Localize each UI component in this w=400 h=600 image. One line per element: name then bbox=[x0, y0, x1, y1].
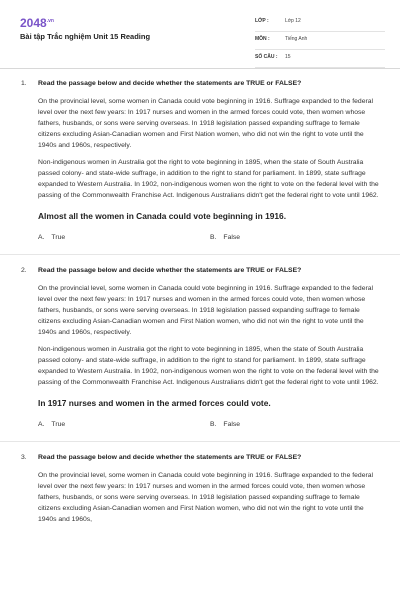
question-list bbox=[0, 80, 400, 531]
site-logo[interactable] bbox=[20, 16, 54, 30]
logo-suffix: .vn bbox=[46, 18, 54, 24]
meta-row-subject bbox=[255, 32, 385, 50]
option-key: B. bbox=[210, 421, 217, 428]
option-text: False bbox=[223, 234, 241, 241]
meta-value: Tiếng Anh bbox=[285, 36, 308, 42]
question-statement: In 1917 nurses and women in the armed forces could vote. bbox=[38, 398, 271, 408]
question-divider bbox=[0, 254, 400, 255]
question-instruction: Read the passage below and decide whether the statements are TRUE or FALSE? bbox=[38, 267, 302, 274]
answer-options bbox=[38, 232, 400, 254]
passage-paragraph: On the provincial level, some women in Canada could vote beginning in 1916. Suffrage expanded to the federal level over the next few years: In 1917 nurses and women in the armed forces could vote, then women whose fathers, husbands, or sons were serving overseas. In 1918 legislation passed expanding suffrage to female citizens excluding Asian-Canadian women and First Nation women, who did not win the right to vote until the 1940s and 1960s, respectively. bbox=[38, 98, 374, 149]
question-header bbox=[0, 454, 400, 470]
header-divider bbox=[0, 68, 400, 69]
option-text: True bbox=[51, 421, 66, 428]
question-number: 1. bbox=[21, 80, 27, 87]
question-header bbox=[0, 267, 400, 283]
logo-text: 2048 bbox=[20, 16, 47, 30]
passage-paragraph: Non-indigenous women in Australia got the right to vote beginning in 1895, when the state of South Australia passed colony- and state-wide suffrage, in addition to the right to stand for parliament. In 1899, state suffrage expanded to Western Australia. In 1902, non-indigenous women won the right to vote on the federal level with the passing of the Commonwealth Franchise Act. Indigenous Australians didn't get the federal right to vote until 1962. bbox=[38, 346, 379, 386]
question-instruction: Read the passage below and decide whether the statements are TRUE or FALSE? bbox=[38, 80, 302, 87]
passage-paragraph: On the provincial level, some women in Canada could vote beginning in 1916. Suffrage expanded to the federal level over the next few years: In 1917 nurses and women in the armed forces could vote, then women whose fathers, husbands, or sons were serving overseas. In 1918 legislation passed expanding suffrage to female citizens excluding Asian-Canadian women and First Nation women, who did not win the right to vote until the 1940s and 1960s, bbox=[38, 472, 374, 523]
page-title: Bài tập Trắc nghiệm Unit 15 Reading bbox=[20, 32, 151, 41]
passage-paragraph: On the provincial level, some women in Canada could vote beginning in 1916. Suffrage expanded to the federal level over the next few years: In 1917 nurses and women in the armed forces could vote, then women whose fathers, husbands, or sons were serving overseas. In 1918 legislation passed expanding suffrage to female citizens excluding Asian-Canadian women and First Nation women, who did not win the right to vote until the 1940s and 1960s, respectively. bbox=[38, 285, 374, 336]
option-false[interactable] bbox=[210, 234, 240, 241]
meta-label: LỚP : bbox=[255, 18, 269, 24]
option-true[interactable] bbox=[38, 234, 65, 241]
meta-value: Lớp 12 bbox=[285, 18, 301, 24]
passage-paragraph: Non-indigenous women in Australia got the right to vote beginning in 1895, when the state of South Australia passed colony- and state-wide suffrage, in addition to the right to stand for parliament. In 1899, state suffrage expanded to Western Australia. In 1902, non-indigenous women won the right to vote on the federal level with the passing of the Commonwealth Franchise Act. Indigenous Australians didn't get the federal right to vote until 1962. bbox=[38, 159, 379, 199]
meta-label: SỐ CÂU : bbox=[255, 54, 278, 60]
meta-value: 15 bbox=[285, 54, 291, 60]
question-number: 3. bbox=[21, 454, 27, 461]
option-key: B. bbox=[210, 234, 217, 241]
answer-options bbox=[38, 419, 400, 441]
question-header bbox=[0, 80, 400, 96]
question-instruction: Read the passage below and decide whether the statements are TRUE or FALSE? bbox=[38, 454, 302, 461]
question-3 bbox=[0, 454, 400, 525]
meta-info bbox=[255, 14, 385, 68]
option-text: True bbox=[51, 234, 66, 241]
option-key: A. bbox=[38, 421, 45, 428]
question-divider bbox=[0, 441, 400, 442]
question-statement: Almost all the women in Canada could vote beginning in 1916. bbox=[38, 211, 287, 221]
meta-row-count bbox=[255, 50, 385, 68]
question-number: 2. bbox=[21, 267, 27, 274]
option-text: False bbox=[223, 421, 241, 428]
meta-label: MÔN : bbox=[255, 36, 270, 42]
option-false[interactable] bbox=[210, 421, 240, 428]
meta-row-class bbox=[255, 14, 385, 32]
header bbox=[0, 0, 400, 64]
option-key: A. bbox=[38, 234, 45, 241]
question-1 bbox=[0, 80, 400, 255]
question-2 bbox=[0, 267, 400, 442]
option-true[interactable] bbox=[38, 421, 65, 428]
